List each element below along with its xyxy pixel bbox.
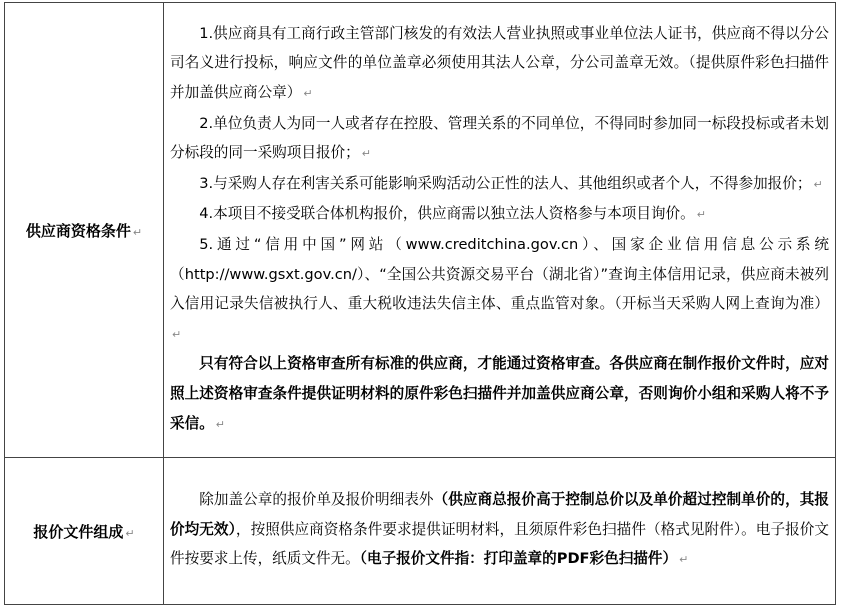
table-row bbox=[5, 458, 836, 605]
row-label: 供应商资格条件 bbox=[25, 221, 131, 240]
row-content-cell bbox=[164, 458, 836, 605]
requirement-item: 5.通过“信用中国”网站（www.creditchina.gov.cn）、国家企业信用信息公示系统（http://www.gsxt.gov.cn/）、“全国公共资源交易平台（湖北省）”查询主体信用记录，供应商未被列入信用记录失信被执行人、重大税收违法失信主体、重点监管对象。（开标当天采购人网上查询为准）↵ bbox=[170, 236, 829, 341]
requirement-item: 2.单位负责人为同一人或者存在控股、管理关系的不同单位，不得同时参加同一标段投标或者未划分标段的同一采购项目报价； ↵ bbox=[170, 114, 829, 162]
requirement-item: 1.供应商具有工商行政主管部门核发的有效法人营业执照或事业单位法人证书，供应商不得以分公司名义进行投标，响应文件的单位盖章必须使用其法人公章，分公司盖章无效。（提供原件彩色扫描件并加盖供应商公章） ↵ bbox=[170, 24, 829, 102]
requirement-item: 4.本项目不接受联合体机构报价，供应商需以独立法人资格参与本项目询价。 ↵ bbox=[199, 205, 706, 223]
paragraph-mark-icon: ↵ bbox=[813, 177, 823, 191]
paragraph-mark-icon: ↵ bbox=[679, 553, 689, 567]
paragraph-mark-icon: ↵ bbox=[215, 417, 226, 431]
requirement-item: 3.与采购人存在利害关系可能影响采购活动公正性的法人、其他组织或者个人，不得参加报价； ↵ bbox=[199, 174, 823, 192]
row-label-cell bbox=[5, 458, 164, 605]
paragraph-mark-icon: ↵ bbox=[132, 225, 143, 239]
table-row bbox=[5, 3, 836, 458]
qualification-table bbox=[4, 2, 836, 605]
row-label-cell bbox=[5, 3, 164, 458]
paragraph-mark-icon: ↵ bbox=[361, 147, 371, 161]
row-label: 报价文件组成 bbox=[33, 522, 124, 541]
quote-document-text: 除加盖公章的报价单及报价明细表外（供应商总报价高于控制总价以及单价超过控制单价的，其报价均无效），按照供应商资格条件要求提供证明材料，且须原件彩色扫描件（格式见附件）。电子报价文件按要求上传，纸质文件无。（电子报价文件指：打印盖章的PDF彩色扫描件） ↵ bbox=[170, 491, 829, 568]
paragraph-mark-icon: ↵ bbox=[696, 208, 706, 222]
paragraph-mark-icon: ↵ bbox=[172, 327, 182, 341]
qualification-notice: 只有符合以上资格审查所有标准的供应商，才能通过资格审查。各供应商在制作报价文件时，应对照上述资格审查条件提供证明材料的原件彩色扫描件并加盖供应商公章，否则询价小组和采购人将不予采信。 ↵ bbox=[170, 355, 829, 432]
row-content-cell bbox=[164, 3, 836, 458]
paragraph-mark-icon: ↵ bbox=[125, 526, 135, 540]
paragraph-mark-icon: ↵ bbox=[303, 87, 313, 101]
